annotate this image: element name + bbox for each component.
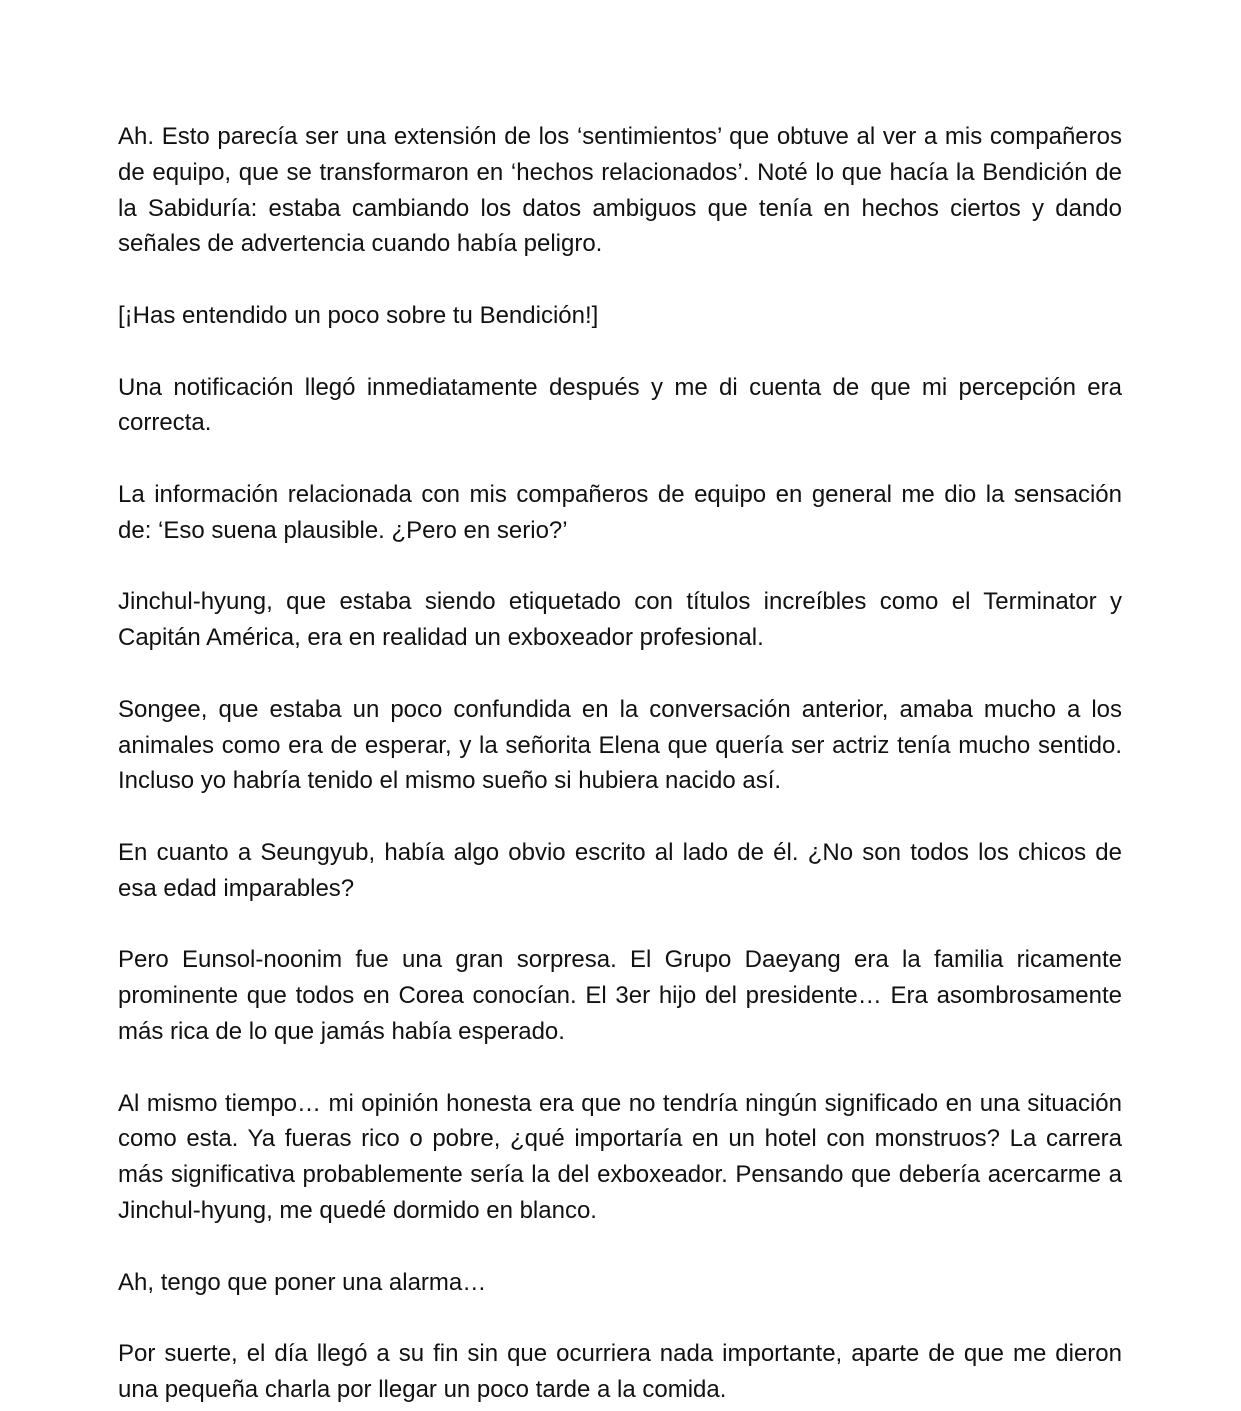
paragraph: [¡Has entendido un poco sobre tu Bendición!] <box>118 301 599 329</box>
paragraph: Jinchul-hyung, que estaba siendo etiquetado con títulos increíbles como el Terminator y Capitán América, era en realidad un exboxeador profesional. <box>118 588 1122 652</box>
paragraph: Una notificación llegó inmediatamente después y me di cuenta de que mi percepción era correcta. <box>118 373 1122 437</box>
paragraph: Por suerte, el día llegó a su fin sin que ocurriera nada importante, aparte de que me dieron una pequeña charla por llegar un poco tarde a la comida. <box>118 1340 1122 1403</box>
paragraph: La información relacionada con mis compañeros de equipo en general me dio la sensación de: ‘Eso suena plausible. ¿Pero en serio?’ <box>118 480 1122 544</box>
document-page <box>118 119 1122 1408</box>
paragraph: Ah. Esto parecía ser una extensión de los ‘sentimientos’ que obtuve al ver a mis compañeros de equipo, que se transformaron en ‘hechos relacionados’. Noté lo que hacía la Bendición de la Sabiduría: estaba cambiando los datos ambiguos que tenía en hechos ciertos y dando señales de advertencia cuando había peligro. <box>118 123 1122 258</box>
paragraph: Al mismo tiempo… mi opinión honesta era que no tendría ningún significado en una situación como esta. Ya fueras rico o pobre, ¿qué importaría en un hotel con monstruos? La carrera más significativa probablemente sería la del exboxeador. Pensando que debería acercarme a Jinchul-hyung, me quedé dormido en blanco. <box>118 1089 1122 1224</box>
paragraph: Songee, que estaba un poco confundida en la conversación anterior, amaba mucho a los animales como era de esperar, y la señorita Elena que quería ser actriz tenía mucho sentido. Incluso yo habría tenido el mismo sueño si hubiera nacido así. <box>118 695 1122 795</box>
paragraph: Pero Eunsol-noonim fue una gran sorpresa. El Grupo Daeyang era la familia ricamente prominente que todos en Corea conocían. El 3er hijo del presidente… Era asombrosamente más rica de lo que jamás había esperado. <box>118 946 1122 1045</box>
paragraph: Ah, tengo que poner una alarma… <box>118 1268 487 1296</box>
paragraph: En cuanto a Seungyub, había algo obvio escrito al lado de él. ¿No son todos los chicos de esa edad imparables? <box>118 838 1122 902</box>
